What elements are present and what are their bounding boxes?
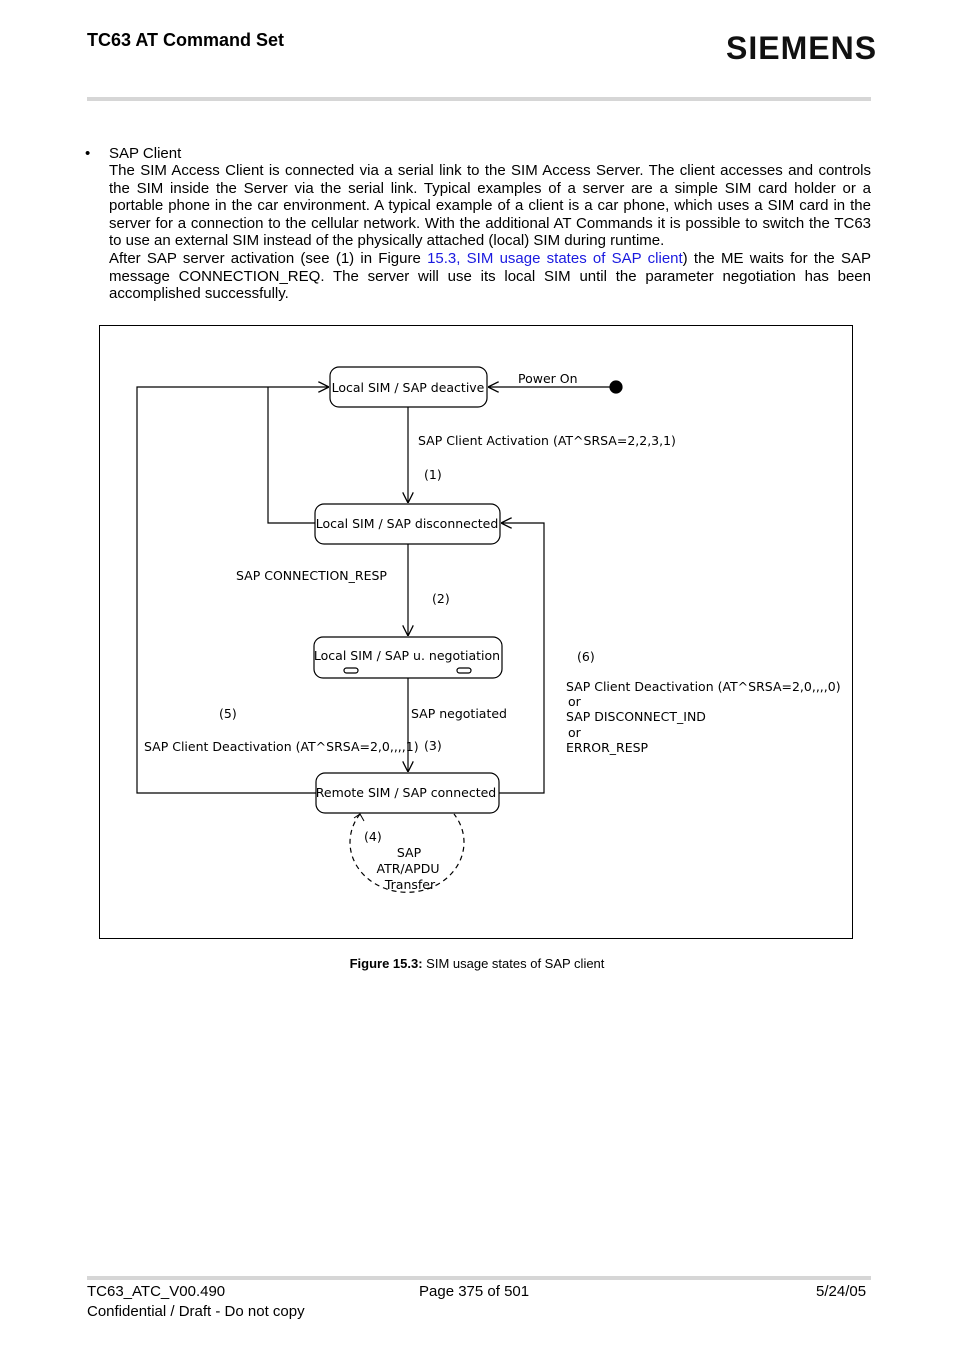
state-negotiation-label: Local SIM / SAP u. negotiation [313,648,501,663]
disconnect-ind-label: SAP DISCONNECT_IND [566,709,706,724]
transition-5-arrow [137,387,329,793]
transition-4-arrowhead [354,814,364,821]
deactivation-6-label: SAP Client Deactivation (AT^SRSA=2,0,,,,0) [566,679,841,694]
step-5-label: (5) [219,706,237,721]
state-connected-label: Remote SIM / SAP connected [315,785,497,800]
bullet-marker: • [85,145,91,162]
deactivation-5-label: SAP Client Deactivation (AT^SRSA=2,0,,,,1) [144,739,419,754]
figure-link[interactable]: 15.3, SIM usage states of SAP client [427,249,683,267]
section-heading: SAP Client [109,145,182,162]
disconnected-to-deactive-line [268,387,315,523]
loop-label-atr: ATR/APDU [376,861,440,876]
footer-date: 5/24/05 [816,1283,867,1300]
paragraph-1: The SIM Access Client is connected via a serial link to the SIM Access Server. The client accesses and controls the SIM inside the Server via the serial link. Typical examples of a server are a simple SIM card holder or a portable phone in the car environment. A typical example of a client is a car phone, which uses a SIM card in the server for a connection to the cellular network. With the additional AT Commands it is possible to switch the TC63 to use an external SIM instead of the physically attached (local) SIM during runtime. [109,162,871,250]
state-deactive-label: Local SIM / SAP deactive [331,380,485,395]
step-3-label: (3) [424,738,442,753]
caption-text: SIM usage states of SAP client [422,956,605,971]
siemens-logo: SIEMENS [726,30,878,66]
loop-label-sap: SAP [396,845,422,860]
activation-label: SAP Client Activation (AT^SRSA=2,2,3,1) [418,433,676,448]
paragraph-2-end: ) the ME waits for the SAP message CONNECTION_REQ. The server will use its local SIM until the parameter negotiation has been accomplished successfully. [109,249,871,303]
step-1-label: (1) [424,467,442,482]
step-2-label: (2) [432,591,450,606]
power-on-label: Power On [518,371,578,386]
footer-divider [87,1276,871,1280]
sap-negotiated-label: SAP negotiated [411,706,507,721]
substate-oval-left [344,668,358,673]
error-resp-label: ERROR_RESP [566,740,649,755]
paragraph-2-start: After SAP server activation (see (1) in Figure [109,249,428,267]
footer-doc-id: TC63_ATC_V00.490 [87,1283,226,1300]
caption-label: Figure 15.3: [349,956,423,971]
footer-confidential: Confidential / Draft - Do not copy [87,1303,305,1320]
document-title: TC63 AT Command Set [87,30,285,50]
substate-oval-right [457,668,471,673]
initial-state-dot [610,381,622,393]
footer-page-number: Page 375 of 501 [419,1283,530,1300]
step-6-label: (6) [577,649,595,664]
or-label-2: or [568,725,581,740]
figure-caption [0,956,954,971]
loop-label-transfer: Transfer [384,877,436,892]
body-paragraph [109,162,871,303]
step-4-label: (4) [364,829,382,844]
figure-frame [99,325,853,939]
connection-resp-label: SAP CONNECTION_RESP [236,568,387,583]
transition-6-arrow [499,523,544,793]
state-disconnected-label: Local SIM / SAP disconnected [315,516,499,531]
state-diagram [100,326,852,938]
paragraph-2 [109,250,871,303]
header-divider [87,97,871,101]
or-label-1: or [568,694,581,709]
